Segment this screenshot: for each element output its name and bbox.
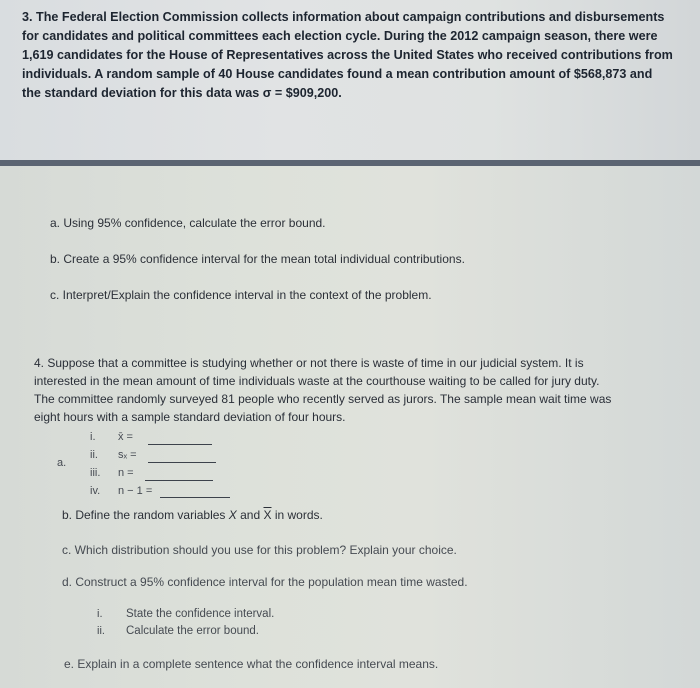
q4-part-c: c. Which distribution should you use for this problem? Explain your choice.	[62, 543, 457, 557]
sx-answer-blank[interactable]	[148, 462, 216, 463]
q4-part-b-suffix: in words.	[271, 508, 323, 522]
n-answer-blank[interactable]	[145, 480, 213, 481]
q4-part-b-prefix: b. Define the random variables	[62, 508, 229, 522]
random-variable-xbar: $\overline{X}$	[263, 508, 272, 522]
q3-line: 3. The Federal Election Commission collects information about campaign contributions and disbursements	[22, 10, 665, 24]
roman-numeral: ii.	[97, 625, 105, 637]
question-3-text	[22, 8, 672, 103]
q3-line: the standard deviation for this data was σ = $909,200.	[22, 86, 342, 100]
answer-area	[0, 166, 700, 688]
question-4-text	[34, 354, 674, 426]
roman-numeral: i.	[97, 608, 103, 620]
n-minus-1-answer-blank[interactable]	[160, 497, 230, 498]
roman-numeral: ii.	[90, 449, 98, 461]
roman-numeral: iv.	[90, 485, 101, 497]
q4-part-d-ii: Calculate the error bound.	[126, 625, 259, 637]
q4-part-b	[62, 508, 323, 522]
xbar-answer-blank[interactable]	[148, 444, 212, 445]
sx-label: sₓ =	[118, 449, 137, 461]
q3-part-c: c. Interpret/Explain the confidence interval in the context of the problem.	[50, 288, 432, 302]
q3-part-a: a. Using 95% confidence, calculate the error bound.	[50, 216, 326, 230]
q4-part-a-label: a.	[57, 457, 67, 469]
q4-line: The committee randomly surveyed 81 people who recently served as jurors. The sample mean wait time was	[34, 392, 612, 406]
q4-line: eight hours with a sample standard deviation of four hours.	[34, 410, 346, 424]
q4-part-d-i: State the confidence interval.	[126, 608, 275, 620]
roman-numeral: i.	[90, 431, 96, 443]
question-3-panel	[0, 0, 700, 160]
q3-part-b: b. Create a 95% confidence interval for the mean total individual contributions.	[50, 252, 465, 266]
n-minus-1-label: n − 1 =	[118, 485, 153, 497]
n-label: n =	[118, 467, 134, 479]
q4-part-b-and: and	[236, 508, 264, 522]
q3-line: individuals. A random sample of 40 House candidates found a mean contribution amount of $568,873 and	[22, 67, 653, 81]
q4-part-e: e. Explain in a complete sentence what the confidence interval means.	[64, 657, 439, 671]
q3-line: for candidates and political committees each election cycle. During the 2012 campaign season, there were	[22, 29, 658, 43]
random-variable-x: X	[228, 508, 237, 522]
q4-line: interested in the mean amount of time individuals waste at the courthouse waiting to be called for jury duty.	[34, 374, 600, 388]
q4-part-d: d. Construct a 95% confidence interval for the population mean time wasted.	[62, 575, 468, 589]
xbar-label: x̄ =	[118, 431, 133, 443]
q3-line: 1,619 candidates for the House of Representatives across the United States who received contributions from	[22, 48, 673, 62]
roman-numeral: iii.	[90, 467, 101, 479]
q4-line: 4. Suppose that a committee is studying whether or not there is waste of time in our judicial system. It is	[34, 356, 584, 370]
